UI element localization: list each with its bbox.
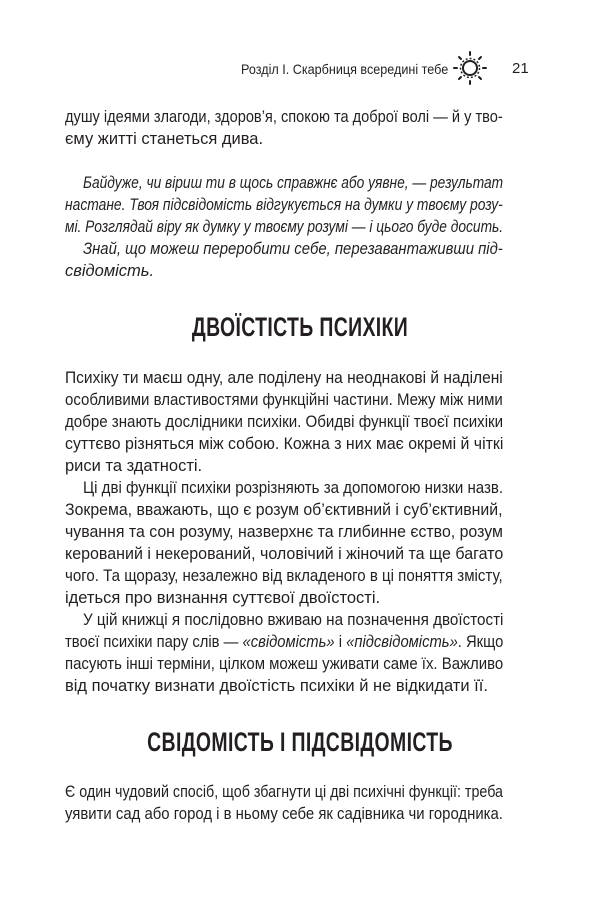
quote-line [65,260,503,282]
text-line-content: уявити сад або город і в ньому себе як садівника чи городника. [65,805,503,823]
term-consciousness: «свідомість» [242,633,335,651]
section-heading: СВІДОМІСТЬ І ПІДСВІДОМІСТЬ [147,727,453,757]
text-line-content: чування та сон розуму, назверхнє та глибинне єство, розум [65,523,503,541]
text-line [65,477,503,499]
text-line-content [65,631,503,653]
text-line-content: єму житті станеться дива. [65,130,264,148]
quote-line [65,194,503,216]
text-line [65,521,503,543]
quote-line-content: Байдуже, чи віриш ти в щось справжнє або уявне, — результат [83,174,504,192]
term-subconscious: «підсвідомість» [346,633,458,651]
text-line-content: душу ідеями злагоди, здоров’я, спокою та доброї волі — й у тво- [65,108,503,126]
text-line-content: від початку визнати двоїстість психіки й не відкидати її. [65,677,488,695]
text-span: . Якщо [457,633,504,651]
text-span: і [334,633,347,651]
text-line [65,106,503,128]
text-line-content: чого. Та щоразу, незалежно від вкладеного в ці поняття змісту, [65,567,503,585]
text-line-content: ідеться про визнання суттєвої двоїстості. [65,589,381,607]
text-line [65,565,503,587]
text-line [65,433,503,455]
text-line [65,367,503,389]
quote-line [65,238,503,260]
text-line [65,675,503,697]
text-line [65,389,503,411]
running-title: Розділ І. Скарбниця всередині тебе [240,61,448,77]
text-line-content: добре знають дослідники психіки. Обидві функції твоєї психіки [65,413,504,431]
text-line [65,609,503,631]
quote-line-content: свідомість. [65,262,155,280]
text-line [65,653,503,675]
text-line [65,411,503,433]
text-line-content: суттєво різняться між собою. Кожна з них має окремі й чіткі [65,435,504,453]
text-line-content: Зокрема, вважають, що є розум об’єктивний і суб’єктивний, [65,501,503,519]
text-line [65,781,503,803]
text-line-content: У цій книжці я послідовно вживаю на позначення двоїстості [83,611,504,629]
quote-line-content: мі. Розглядай віру як думку у твоєму розумі — і цього буде досить. [65,218,504,236]
quote-line [65,172,503,194]
running-header [0,58,600,82]
text-span: твоєї психіки пару слів — [65,633,243,651]
text-line-content: риси та здатності. [65,457,203,475]
text-line [65,803,503,825]
text-line-content: особливими властивостями функційні частини. Межу між ними [65,391,503,409]
quote-line [65,216,503,238]
text-line [65,499,503,521]
text-line-content: Є один чудовий спосіб, щоб збагнути ці дві психічні функції: треба [65,783,503,801]
sun-icon [452,50,488,86]
text-line-content: керований і некерований, чоловічий і жіночий та ще багато [65,545,504,563]
page-number: 21 [512,60,529,77]
text-line [65,543,503,565]
text-line [65,631,503,653]
text-line-content: пасують інші терміни, цілком можеш уживати саме їх. Важливо [65,655,504,673]
section-heading: ДВОЇСТІСТЬ ПСИХІКИ [191,312,409,342]
quote-line-content: настане. Твоя підсвідомість відгукується на думки у твоєму розу- [65,196,503,214]
text-line [65,128,503,150]
quote-line-content: Знай, що можеш переробити себе, перезавантаживши під- [83,240,503,258]
text-line [65,455,503,477]
text-line-content: Ці дві функції психіки розрізняють за допомогою низки назв. [83,479,504,497]
text-line-content: Психіку ти маєш одну, але поділену на неоднакові й наділені [65,369,503,387]
text-line [65,587,503,609]
